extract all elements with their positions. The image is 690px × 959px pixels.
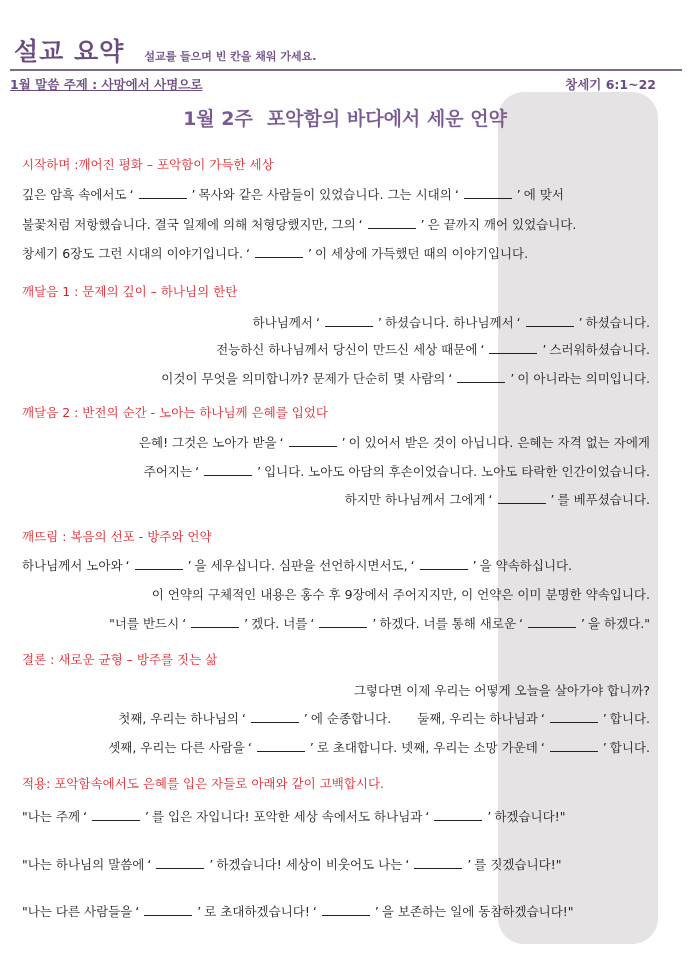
apply-line-2: "나는 하나님의 말씀에 ‘ ’ 하겠습니다! 세상이 비웃어도 나는 ‘ ’ 를 짓겠습니다!": [22, 857, 562, 872]
fill-blank[interactable]: [92, 819, 140, 821]
s2-line-3: 하지만 하나님께서 그에게 ‘ ’ 를 베푸셨습니다.: [344, 492, 650, 507]
intro-line-2: 불꽃처럼 저항했습니다. 결국 일제에 의해 처형당했지만, 그의 ‘ ’ 은 끝까지 깨어 있었습니다.: [22, 217, 577, 232]
intro-line-1: 깊은 암흑 속에서도 ‘ ’ 목사와 같은 사람들이 있었습니다. 그는 시대의 ‘ ’ 에 맞서: [22, 187, 564, 202]
text: 하겠습니다! 세상이 비웃어도 나는: [216, 857, 403, 872]
section-heading-2: 깨달음 2 : 반전의 순간 - 노아는 하나님께 은혜를 입었다: [22, 405, 329, 420]
text: 깊은 암흑 속에서도: [22, 187, 127, 202]
page-title: 설교 요약: [14, 37, 125, 66]
text: 로 초대하겠습니다!: [204, 904, 310, 919]
fill-blank[interactable]: [550, 721, 598, 723]
s1-line-3: 이것이 무엇을 의미합니까? 문제가 단순히 몇 사람의 ‘ ’ 이 아니라는 의미입니다.: [161, 371, 650, 386]
fill-blank[interactable]: [489, 352, 537, 354]
s2-line-2: 주어지는 ‘ ’ 입니다. 노아도 아담의 후손이었습니다. 노아도 타락한 인간이었습니다.: [143, 464, 650, 479]
conclusion-line-3: 셋째, 우리는 다른 사람을 ‘ ’ 로 초대합니다. 넷째, 우리는 소망 가운데 ‘ ’ 합니다.: [108, 740, 650, 755]
text: 로 초대합니다. 넷째, 우리는 소망 가운데: [316, 740, 538, 755]
intro-line-3: 창세기 6장도 그런 시대의 이야기입니다. ‘ ’ 이 세상에 가득했던 때의 이야기입니다.: [22, 246, 529, 261]
apply-line-1: "나는 주께 ‘ ’ 를 입은 자입니다! 포악한 세상 속에서도 하나님과 ‘ ’ 하겠습니다!": [22, 809, 566, 824]
fill-blank[interactable]: [156, 867, 204, 869]
week-title-text: 포악함의 바다에서 세운 언약: [266, 108, 507, 130]
fill-blank[interactable]: [414, 867, 462, 869]
text: 를 입은 자입니다! 포악한 세상 속에서도 하나님과: [152, 809, 423, 824]
text: 이 있어서 받은 것이 아닙니다. 은혜는 자격 없는 자에게: [348, 435, 650, 450]
s3-line-1: 하나님께서 노아와 ‘ ’ 을 세우십니다. 심판을 선언하시면서도, ‘ ’ 을 약속하십니다.: [22, 558, 573, 573]
s3-line-3: "너를 반드시 ‘ ’ 겠다. 너를 ‘ ’ 하겠다. 너를 통해 새로운 ‘ ’ 을 하겠다.": [109, 616, 650, 631]
conclusion-line-1: 그렇다면 이제 우리는 어떻게 오늘을 살아가야 합니까?: [353, 683, 650, 698]
fill-blank[interactable]: [457, 381, 505, 383]
text: 합니다.: [609, 711, 650, 726]
fill-blank[interactable]: [526, 325, 574, 327]
text: 합니다.: [609, 740, 650, 755]
text: 하셨습니다.: [585, 315, 650, 330]
fill-blank[interactable]: [251, 721, 299, 723]
text: 첫째, 우리는 하나님의: [118, 711, 239, 726]
header-divider: [10, 69, 682, 71]
section-heading-apply: 적용: 포악함속에서도 은혜를 입은 자들로 아래와 같이 고백합시다.: [22, 776, 385, 791]
week-number: 1월 2주: [183, 108, 253, 130]
text: 이 아니라는 의미입니다.: [517, 371, 650, 386]
fill-blank[interactable]: [434, 819, 482, 821]
fill-blank[interactable]: [528, 626, 576, 628]
text: "나는 하나님의 말씀에: [22, 857, 145, 872]
fill-blank[interactable]: [325, 325, 373, 327]
text: 셋째, 우리는 다른 사람을: [108, 740, 245, 755]
text: 하지만 하나님께서 그에게: [344, 492, 486, 507]
fill-blank[interactable]: [139, 197, 187, 199]
text: "너를 반드시: [109, 616, 180, 631]
text: 하겠다. 너를 통해 새로운: [379, 616, 517, 631]
s2-line-1: 은혜! 그것은 노아가 받을 ‘ ’ 이 있어서 받은 것이 아닙니다. 은혜는 자격 없는 자에게: [138, 435, 650, 450]
text: 창세기 6장도 그런 시대의 이야기입니다.: [22, 246, 244, 261]
text: 을 하겠다.": [588, 616, 650, 631]
scripture-reference: 창세기 6:1~22: [565, 77, 656, 92]
text: 불꽃처럼 저항했습니다. 결국 일제에 의해 처형당했지만, 그의: [22, 217, 356, 232]
fill-blank[interactable]: [498, 502, 546, 504]
fill-blank[interactable]: [144, 914, 192, 916]
text: 이것이 무엇을 의미합니까? 문제가 단순히 몇 사람의: [161, 371, 446, 386]
text: 둘째, 우리는 하나님과: [417, 711, 538, 726]
text: 하셨습니다. 하나님께서: [384, 315, 514, 330]
section-heading-3: 깨뜨림 : 복음의 선포 - 방주와 언약: [22, 529, 212, 544]
text: "나는 다른 사람들을: [22, 904, 133, 919]
fill-blank[interactable]: [204, 474, 252, 476]
text: 겠다. 너를: [251, 616, 308, 631]
s1-line-1: 하나님께서 ‘ ’ 하셨습니다. 하나님께서 ‘ ’ 하셨습니다.: [252, 315, 650, 330]
s3-line-2: 이 언약의 구체적인 내용은 홍수 후 9장에서 주어지지만, 이 언약은 이미 분명한 약속입니다.: [151, 587, 650, 602]
fill-blank[interactable]: [135, 568, 183, 570]
text: 하겠습니다!": [494, 809, 566, 824]
fill-blank[interactable]: [368, 227, 416, 229]
sermon-title: [0, 104, 690, 131]
text: "나는 주께: [22, 809, 81, 824]
page-header: [14, 32, 316, 68]
apply-line-3: "나는 다른 사람들을 ‘ ’ 로 초대하겠습니다! ‘ ’ 을 보존하는 일에 동참하겠습니다!": [22, 904, 574, 919]
fill-blank[interactable]: [550, 750, 598, 752]
text: 스러워하셨습니다.: [549, 342, 650, 357]
conclusion-line-2: 첫째, 우리는 하나님의 ‘ ’ 에 순종합니다. 둘째, 우리는 하나님과 ‘ ’ 합니다.: [118, 711, 650, 726]
text: 주어지는: [143, 464, 193, 479]
text: 을 보존하는 일에 동참하겠습니다!": [381, 904, 574, 919]
text: 에 맞서: [523, 187, 564, 202]
text: 를 짓겠습니다!": [474, 857, 562, 872]
text: 을 약속하십니다.: [479, 558, 573, 573]
text: 목사와 같은 사람들이 있었습니다. 그는 시대의: [198, 187, 452, 202]
fill-blank[interactable]: [420, 568, 468, 570]
section-heading-conclusion: 결론 : 새로운 균형 – 방주를 짓는 삶: [22, 652, 218, 667]
fill-blank[interactable]: [464, 197, 512, 199]
text: 은혜! 그것은 노아가 받을: [138, 435, 277, 450]
text: 이 세상에 가득했던 때의 이야기입니다.: [315, 246, 529, 261]
fill-blank[interactable]: [322, 914, 370, 916]
s1-line-2: 전능하신 하나님께서 당신이 만드신 세상 때문에 ‘ ’ 스러워하셨습니다.: [216, 342, 650, 357]
text: 하나님께서: [252, 315, 313, 330]
fill-blank[interactable]: [255, 256, 303, 258]
monthly-theme: 1월 말씀 주제 : 사망에서 사명으로: [10, 77, 203, 92]
section-heading-intro: 시작하며 :깨어진 평화 – 포악함이 가득한 세상: [22, 157, 274, 172]
text: 를 베푸셨습니다.: [557, 492, 650, 507]
fill-blank[interactable]: [289, 445, 337, 447]
text: 은 끝까지 깨어 있었습니다.: [427, 217, 577, 232]
fill-blank[interactable]: [319, 626, 367, 628]
section-heading-1: 깨달음 1 : 문제의 깊이 – 하나님의 한탄: [22, 284, 238, 299]
fill-blank[interactable]: [191, 626, 239, 628]
text: 에 순종합니다.: [310, 711, 392, 726]
text: 하나님께서 노아와: [22, 558, 123, 573]
text: 전능하신 하나님께서 당신이 만드신 세상 때문에: [216, 342, 478, 357]
text: 을 세우십니다. 심판을 선언하시면서도,: [194, 558, 408, 573]
instruction-note: 설교를 들으며 빈 칸을 채워 가세요.: [144, 50, 317, 63]
fill-blank[interactable]: [257, 750, 305, 752]
text: 입니다. 노아도 아담의 후손이었습니다. 노아도 타락한 인간이었습니다.: [264, 464, 650, 479]
